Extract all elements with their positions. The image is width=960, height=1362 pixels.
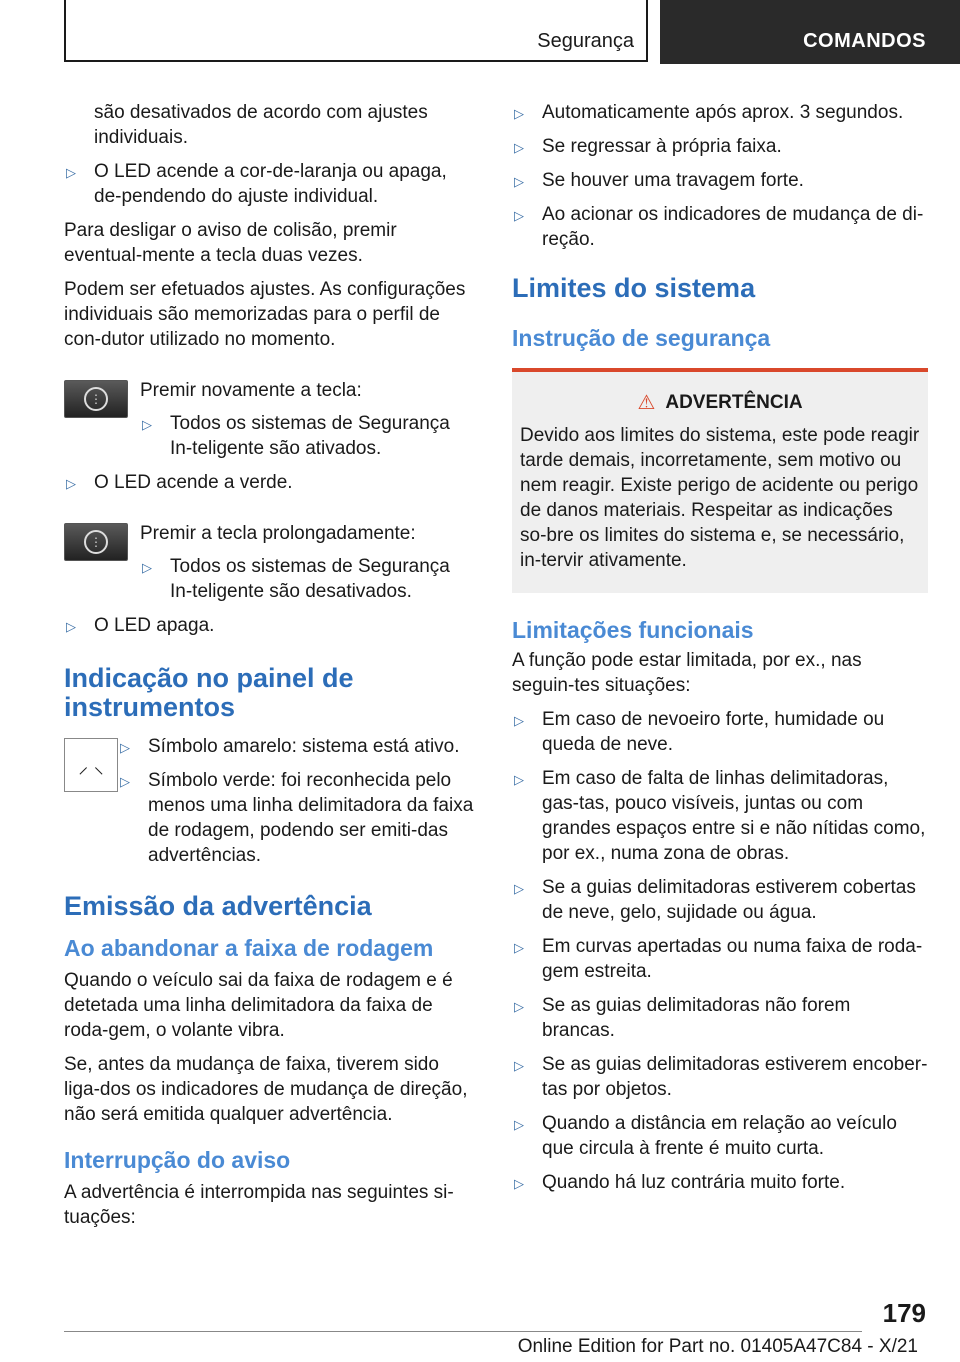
list-item: ▷ Se as guias delimitadoras estiverem encober-tas por objetos. <box>514 1054 928 1100</box>
bullet-icon: ▷ <box>514 1117 524 1132</box>
bullet-icon: ▷ <box>514 140 524 155</box>
list-item: ▷ Todos os sistemas de Segurança In-teligente são ativados. <box>142 413 450 459</box>
list-item: ▷ Ao acionar os indicadores de mudança de di-reção. <box>514 204 924 250</box>
paragraph: Se, antes da mudança de faixa, tiverem sido liga-dos os indicadores de mudança de direção, não será emitida qualquer advertência. <box>64 1054 468 1125</box>
bullet-icon: ▷ <box>120 774 130 789</box>
footer-divider <box>64 1331 862 1332</box>
lane-departure-icon: ⸝ ⸜ <box>64 738 118 792</box>
list-item: ▷ Se a guias delimitadoras estiverem cobertas de neve, gelo, sujidade ou água. <box>514 877 916 923</box>
paragraph: A advertência é interrompida nas seguintes si-tuações: <box>64 1182 454 1228</box>
list-item: ▷ Todos os sistemas de Segurança In-teligente são desativados. <box>142 556 450 602</box>
list-item: ▷ Se regressar à própria faixa. <box>512 134 928 159</box>
list-item: ▷ Em curvas apertadas ou numa faixa de roda-gem estreita. <box>514 936 923 982</box>
bullet-icon: ▷ <box>514 1058 524 1073</box>
bullet-icon: ▷ <box>514 772 524 787</box>
heading: Indicação no painel de instrumentos <box>64 663 354 722</box>
list-item: ▷ O LED apaga. <box>64 613 476 638</box>
chapter-tab <box>660 0 960 64</box>
page-number: 179 <box>882 1298 926 1328</box>
paragraph: Para desligar o aviso de colisão, premir eventual-mente a tecla duas vezes. <box>64 220 397 266</box>
button-instruction <box>64 378 476 461</box>
bullet-icon: ▷ <box>514 713 524 728</box>
warning-box <box>512 368 928 593</box>
section-title: Segurança <box>537 30 634 52</box>
bullet-icon: ▷ <box>66 619 76 634</box>
list-item: ▷ Em caso de nevoeiro forte, humidade ou queda de neve. <box>514 709 885 755</box>
instruction-text: Premir novamente a tecla: <box>140 380 362 401</box>
bullet-icon: ▷ <box>120 740 130 755</box>
bullet-icon: ▷ <box>514 174 524 189</box>
list-item: ▷ Quando a distância em relação ao veículo que circula à frente é muito curta. <box>514 1113 897 1159</box>
bullet-icon: ▷ <box>514 999 524 1014</box>
subheading: Ao abandonar a faixa de rodagem <box>64 935 434 961</box>
bullet-icon: ▷ <box>66 165 76 180</box>
safety-button-icon: ⋮ <box>64 523 128 561</box>
right-column <box>512 100 928 1204</box>
edition-footer: Online Edition for Part no. 01405A47C84 - X/21 <box>517 1336 918 1357</box>
list-item: ▷ Automaticamente após aprox. 3 segundos. <box>512 100 928 125</box>
list-item: ▷ O LED acende a verde. <box>64 470 476 495</box>
paragraph: são desativados de acordo com ajustes individuais. <box>94 102 428 148</box>
list-item: ▷ Símbolo verde: foi reconhecida pelo menos uma linha delimitadora da faixa de rodagem, podendo ser emiti-das advertências. <box>120 770 474 866</box>
list-item: ▷ Símbolo amarelo: sistema está ativo. <box>118 734 476 759</box>
subheading: Instrução de segurança <box>512 325 771 351</box>
list-item: ▷ Se houver uma travagem forte. <box>512 168 928 193</box>
heading: Limites do sistema <box>512 273 756 303</box>
list-item: ▷ Quando há luz contrária muito forte. <box>512 1170 928 1195</box>
bullet-icon: ▷ <box>66 476 76 491</box>
heading: Emissão da advertência <box>64 891 372 921</box>
paragraph: Podem ser efetuados ajustes. As configurações individuais são memorizadas para o perfil de con-dutor utilizado no momento. <box>64 279 466 350</box>
list-item: ▷ O LED acende a cor-de-laranja ou apaga, de-pendendo do ajuste individual. <box>66 161 447 207</box>
paragraph: Quando o veículo sai da faixa de rodagem e é detetada uma linha delimitadora da faixa de roda-gem, o volante vibra. <box>64 970 453 1041</box>
chapter-title: COMANDOS <box>803 30 926 52</box>
instruction-text: Premir a tecla prolongadamente: <box>140 523 416 544</box>
paragraph: A função pode estar limitada, por ex., nas seguin-tes situações: <box>512 650 862 696</box>
bullet-icon: ▷ <box>142 560 152 575</box>
bullet-icon: ▷ <box>142 417 152 432</box>
bullet-icon: ▷ <box>514 881 524 896</box>
list-item: ▷ Se as guias delimitadoras não forem brancas. <box>514 995 851 1041</box>
bullet-icon: ▷ <box>514 1176 524 1191</box>
warning-triangle-icon: ⚠ <box>637 392 656 414</box>
list-item: ▷ Em caso de falta de linhas delimitadoras, gas-tas, pouco visíveis, juntas ou com grandes espaços entre si e não nítidas como, por ex., numa zona de obras. <box>514 768 926 864</box>
header-frame <box>64 0 648 62</box>
warning-text: Devido aos limites do sistema, este pode reagir tarde demais, incorretamente, sem motivo ou nem reagir. Existe perigo de acidente ou perigo de danos materiais. Respeitar as indicações so-bre os limites do sistema e, se necessário, in-tervir ativamente. <box>520 425 920 571</box>
safety-button-icon: ⋮ <box>64 380 128 418</box>
subheading: Limitações funcionais <box>512 617 754 643</box>
bullet-icon: ▷ <box>514 106 524 121</box>
subheading: Interrupção do aviso <box>64 1147 291 1173</box>
indicator-block <box>64 734 476 868</box>
left-column <box>64 100 476 1239</box>
warning-title: ⚠ ADVERTÊNCIA <box>637 391 803 414</box>
bullet-icon: ▷ <box>514 940 524 955</box>
bullet-icon: ▷ <box>514 208 524 223</box>
button-instruction <box>64 521 476 604</box>
